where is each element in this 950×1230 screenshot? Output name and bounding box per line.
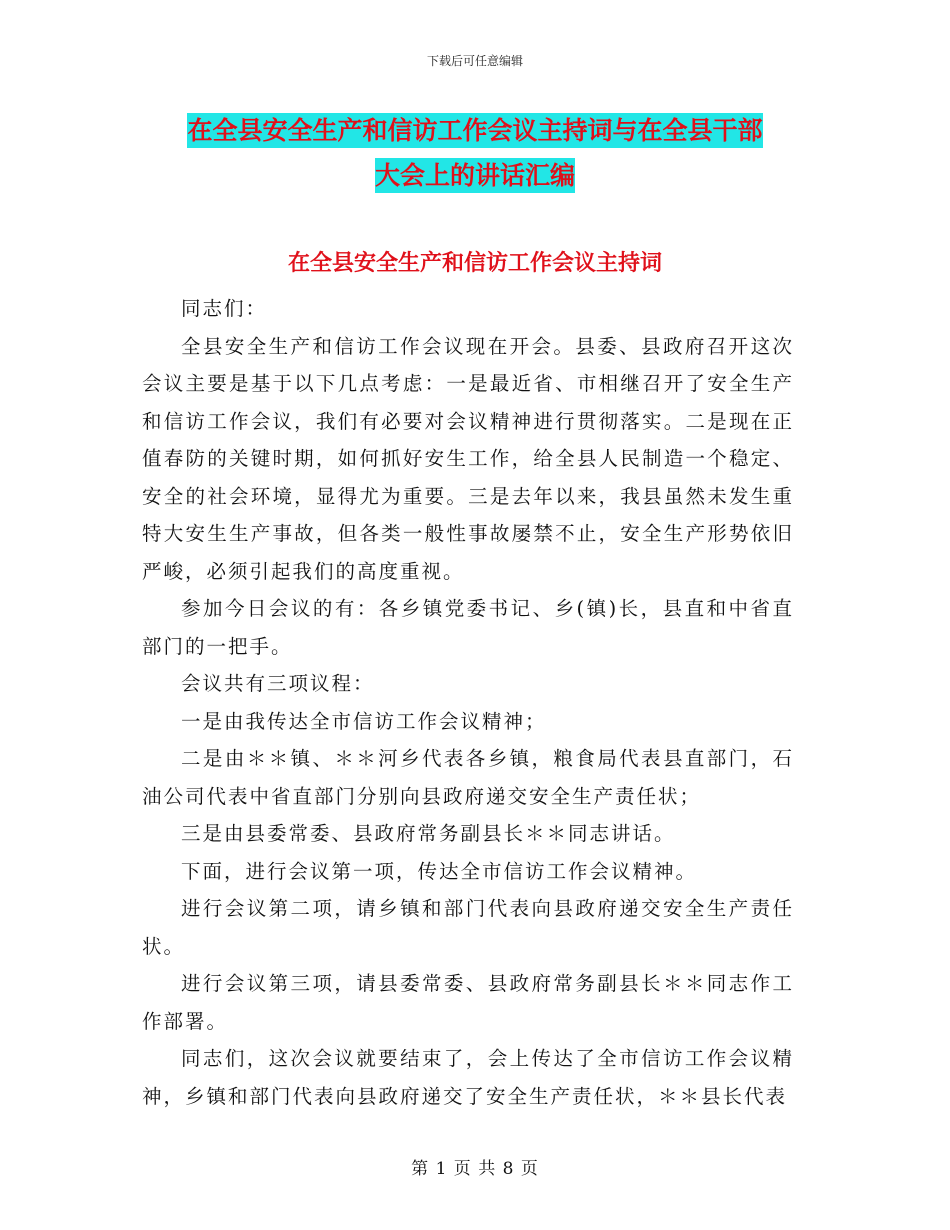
paragraph: 全县安全生产和信访工作会议现在开会。县委、县政府召开这次会议主要是基于以下几点考虑：一是最近省、市相继召开了安全生产和信访工作会议，我们有必要对会议精神进行贯彻落实。二是现在正值春防的关键时期，如何抓好安生工作，给全县人民制造一个稳定、安全的社会环境，显得尤为重要。三是去年以来，我县虽然未发生重特大安生生产事故，但各类一般性事故屡禁不止，安全生产形势依旧严峻，必须引起我们的高度重视。 [142,334,794,583]
paragraph: 同志们： [181,297,268,320]
paragraph: 进行会议第二项，请乡镇和部门代表向县政府递交安全生产责任状。 [142,897,794,958]
section-title: 在全县安全生产和信访工作会议主持词 [287,251,662,276]
page-footer: 第 1 页 共 8 页 [411,1159,539,1179]
paragraph: 参加今日会议的有：各乡镇党委书记、乡(镇)长，县直和中省直部门的一把手。 [142,597,794,658]
paragraph: 三是由县委常委、县政府常务副县长＊＊同志讲话。 [181,822,676,845]
title-line-1: 在全县安全生产和信访工作会议主持词与在全县干部 [187,113,762,148]
header-note: 下载后可任意编辑 [426,54,523,68]
paragraph: 二是由＊＊镇、＊＊河乡代表各乡镇，粮食局代表县直部门，石油公司代表中省直部门分别向县政府递交安全生产责任状； [142,747,794,808]
document-body [142,290,794,1115]
paragraph: 一是由我传达全市信访工作会议精神； [181,709,547,733]
title-line-2: 大会上的讲话汇编 [375,158,575,193]
paragraph: 进行会议第三项，请县委常委、县政府常务副县长＊＊同志作工作部署。 [142,972,794,1033]
paragraph: 同志们，这次会议就要结束了，会上传达了全市信访工作会议精神，乡镇和部门代表向县政府递交了安全生产责任状，＊＊县长代表 [142,1047,794,1108]
paragraph: 下面，进行会议第一项，传达全市信访工作会议精神。 [181,859,698,883]
paragraph: 会议共有三项议程： [181,672,375,695]
document-title [140,108,810,198]
